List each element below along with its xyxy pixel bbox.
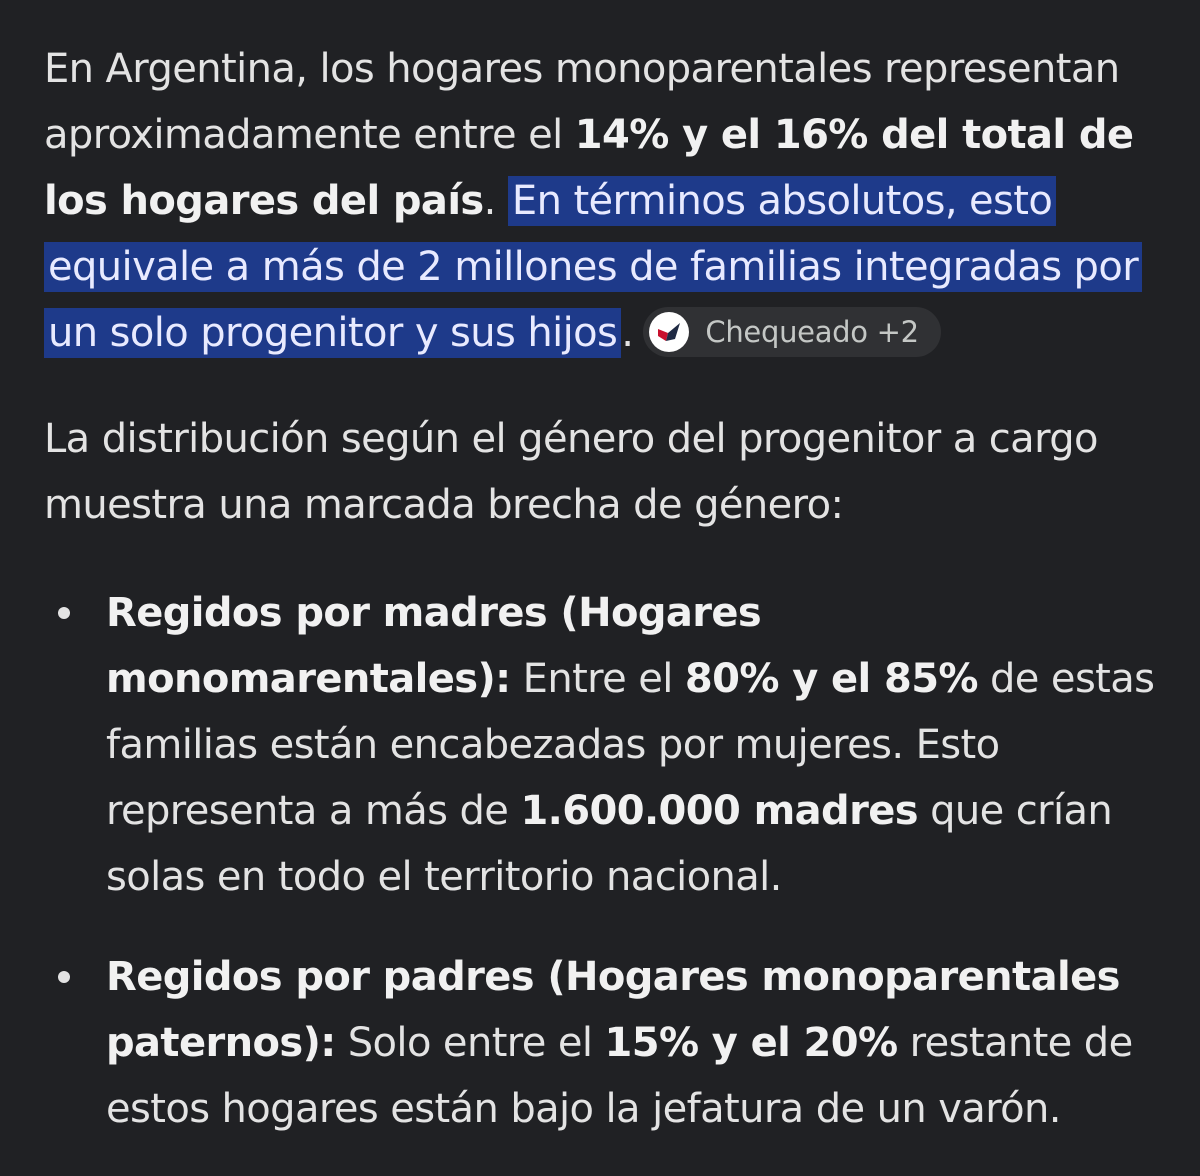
bold-statistic: 1.600.000 madres bbox=[520, 788, 918, 834]
bold-statistic: 14% y el 16% del total de los hogares del país bbox=[44, 112, 1134, 224]
paragraph-distribution: La distribución según el género del progenitor a cargo muestra una marcada brecha de género: bbox=[44, 416, 1098, 528]
bullet-text: Solo entre el bbox=[335, 1020, 605, 1066]
bullet-list bbox=[44, 580, 1174, 1142]
paragraph-text: . bbox=[483, 178, 496, 224]
paragraph-text: En Argentina, los hogares monoparentales representan aproximadamente entre el bbox=[44, 46, 1120, 158]
bullet-text: Entre el bbox=[510, 656, 685, 702]
bullet-text: de estas familias están encabezadas por mujeres. Esto representa a más de bbox=[106, 656, 1155, 834]
paragraph-text: . bbox=[621, 310, 634, 356]
bullet-icon bbox=[58, 607, 70, 619]
bullet-heading: Regidos por padres (Hogares monoparentales paternos): bbox=[106, 954, 1120, 1066]
source-chip[interactable] bbox=[643, 307, 940, 357]
bullet-icon bbox=[58, 971, 70, 983]
bullet-text: que crían solas en todo el territorio nacional. bbox=[106, 788, 1113, 900]
bullet-text: restante de estos hogares están bajo la jefatura de un varón. bbox=[106, 1020, 1133, 1132]
list-item bbox=[44, 944, 1174, 1142]
bold-statistic: 80% y el 85% bbox=[684, 656, 978, 702]
bold-statistic: 15% y el 20% bbox=[604, 1020, 898, 1066]
list-item bbox=[44, 580, 1174, 910]
bullet-heading: Regidos por madres (Hogares monomarentales): bbox=[106, 590, 762, 702]
chequeado-logo-icon bbox=[649, 312, 689, 352]
response-content bbox=[44, 36, 1174, 1176]
highlighted-text[interactable]: En términos absolutos, esto equivale a más de 2 millones de familias integradas por un solo progenitor y sus hijos bbox=[44, 176, 1142, 358]
source-chip-label: Chequeado +2 bbox=[705, 315, 919, 349]
paragraph-intro bbox=[44, 36, 1174, 366]
